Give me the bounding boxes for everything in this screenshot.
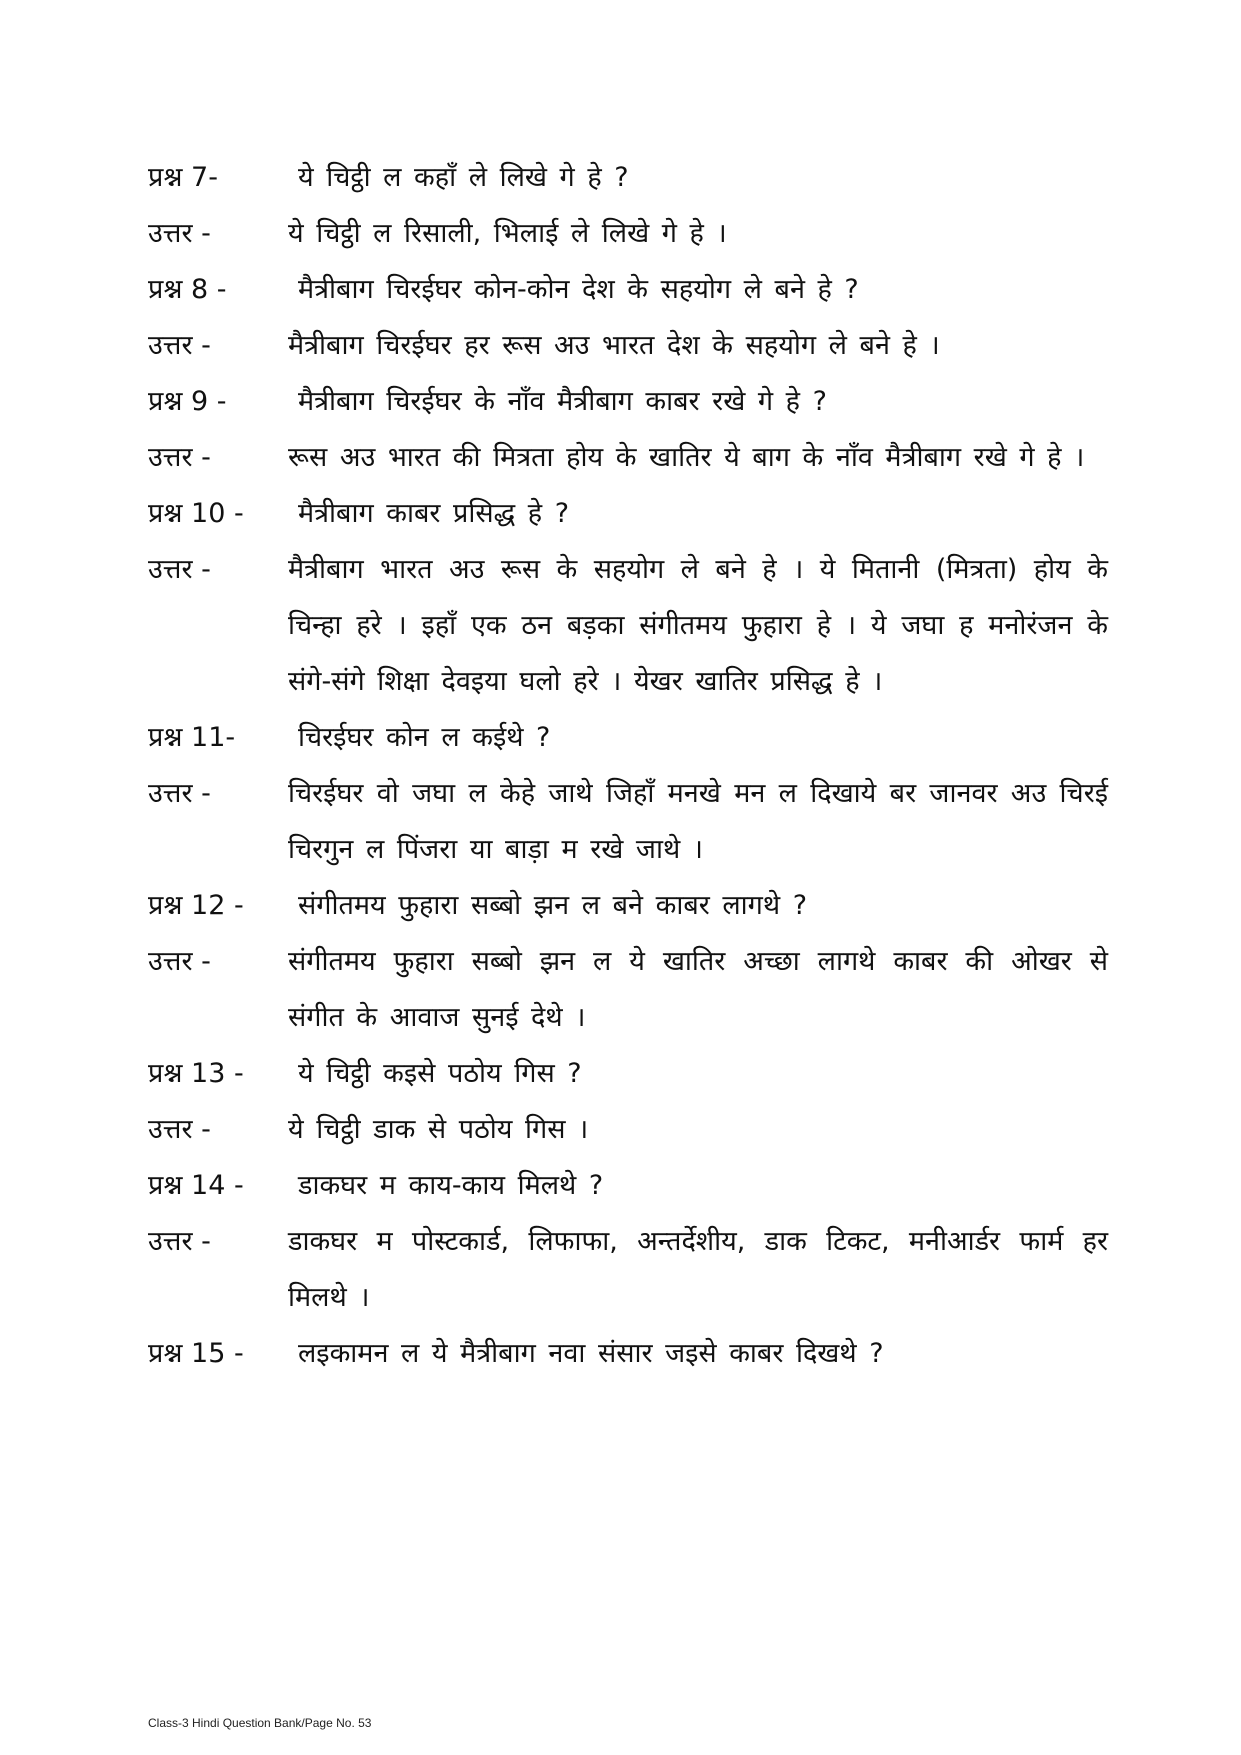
question-label: प्रश्न 10 - — [148, 498, 244, 529]
answer-text: मैत्रीबाग भारत अउ रूस के सहयोग ले बने हे । ये मितानी (मित्रता) होय के चिन्हा हरे । इहाँ एक ठन बड़का संगीतमय फुहारा हे । ये जघा ह मनोरंजन के संगे-संगे शिक्षा देवइया घलो हरे । येखर खातिर प्रसिद्ध हे । — [288, 554, 1108, 697]
answer-label: उत्तर - — [148, 1226, 211, 1257]
question-row — [148, 262, 1108, 318]
question-row — [148, 374, 1108, 430]
answer-row — [148, 430, 1108, 486]
question-text: मैत्रीबाग चिरईघर के नाँव मैत्रीबाग काबर रखे गे हे ? — [298, 386, 827, 417]
question-text: मैत्रीबाग काबर प्रसिद्ध हे ? — [298, 498, 570, 529]
question-label: प्रश्न 8 - — [148, 274, 227, 305]
answer-label: उत्तर - — [148, 442, 211, 473]
question-text: डाकघर म काय-काय मिलथे ? — [298, 1170, 604, 1201]
page-footer: Class-3 Hindi Question Bank/Page No. 53 — [148, 1716, 372, 1730]
answer-row — [148, 542, 1108, 710]
question-label: प्रश्न 13 - — [148, 1058, 244, 1089]
question-text: ये चिट्ठी कइसे पठोय गिस ? — [298, 1058, 582, 1089]
answer-row — [148, 206, 1108, 262]
question-text: संगीतमय फुहारा सब्बो झन ल बने काबर लागथे ? — [298, 890, 808, 921]
answer-row — [148, 1214, 1108, 1326]
question-row — [148, 150, 1108, 206]
question-row — [148, 1046, 1108, 1102]
question-text: चिरईघर कोन ल कईथे ? — [298, 722, 551, 753]
question-row — [148, 1326, 1108, 1382]
answer-text: चिरईघर वो जघा ल केहे जाथे जिहाँ मनखे मन ल दिखाये बर जानवर अउ चिरई चिरगुन ल पिंजरा या बाड़ा म रखे जाथे । — [288, 778, 1108, 865]
question-label: प्रश्न 11- — [148, 722, 236, 753]
answer-row — [148, 766, 1108, 878]
answer-text: ये चिट्ठी डाक से पठोय गिस । — [288, 1114, 589, 1145]
answer-text: रूस अउ भारत की मित्रता होय के खातिर ये बाग के नाँव मैत्रीबाग रखे गे हे । — [288, 442, 1085, 473]
answer-label: उत्तर - — [148, 778, 211, 809]
answer-label: उत्तर - — [148, 554, 211, 585]
question-label: प्रश्न 7- — [148, 162, 218, 193]
answer-label: उत्तर - — [148, 218, 211, 249]
question-text: लइकामन ल ये मैत्रीबाग नवा संसार जइसे काबर दिखथे ? — [298, 1338, 884, 1369]
answer-label: उत्तर - — [148, 1114, 211, 1145]
question-label: प्रश्न 9 - — [148, 386, 227, 417]
answer-text: ये चिट्ठी ल रिसाली, भिलाई ले लिखे गे हे । — [288, 218, 727, 249]
question-text: ये चिट्ठी ल कहाँ ले लिखे गे हे ? — [298, 162, 629, 193]
answer-text: संगीतमय फुहारा सब्बो झन ल ये खातिर अच्छा लागथे काबर की ओखर से संगीत के आवाज सुनई देथे । — [288, 946, 1108, 1033]
answer-row — [148, 934, 1108, 1046]
question-label: प्रश्न 15 - — [148, 1338, 244, 1369]
answer-row — [148, 1102, 1108, 1158]
question-label: प्रश्न 12 - — [148, 890, 244, 921]
answer-label: उत्तर - — [148, 946, 211, 977]
question-answer-list — [148, 150, 1108, 1382]
question-row — [148, 878, 1108, 934]
answer-text: डाकघर म पोस्टकार्ड, लिफाफा, अन्तर्देशीय, डाक टिकट, मनीआर्डर फार्म हर मिलथे । — [288, 1226, 1108, 1313]
question-row — [148, 710, 1108, 766]
question-row — [148, 486, 1108, 542]
question-label: प्रश्न 14 - — [148, 1170, 244, 1201]
answer-text: मैत्रीबाग चिरईघर हर रूस अउ भारत देश के सहयोग ले बने हे । — [288, 330, 940, 361]
question-text: मैत्रीबाग चिरईघर कोन-कोन देश के सहयोग ले बने हे ? — [298, 274, 859, 305]
answer-label: उत्तर - — [148, 330, 211, 361]
question-row — [148, 1158, 1108, 1214]
answer-row — [148, 318, 1108, 374]
